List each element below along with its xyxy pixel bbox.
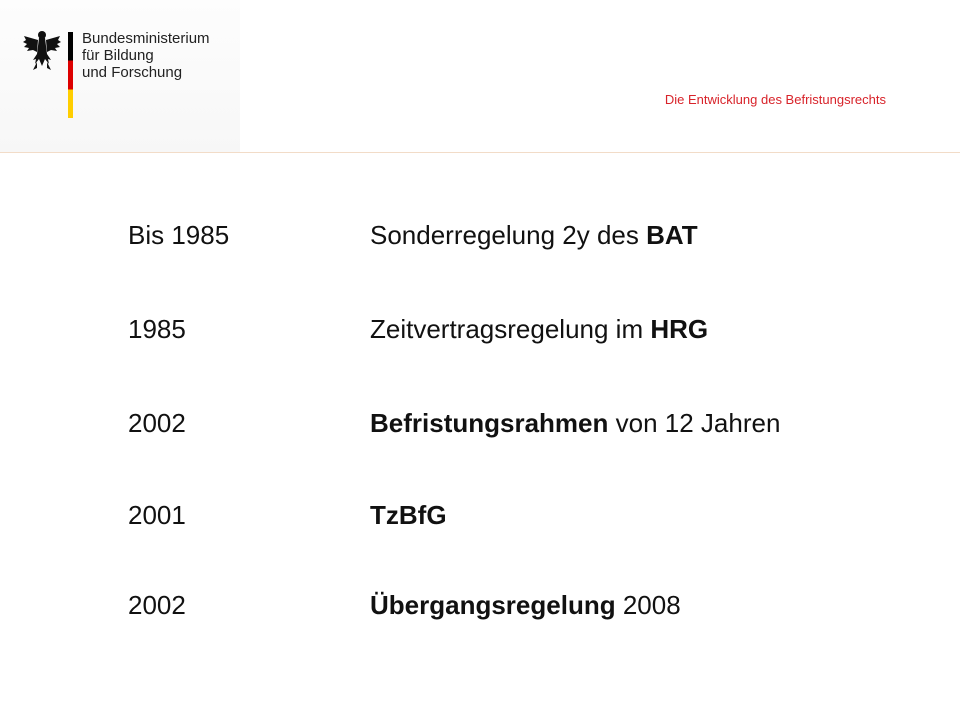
timeline-row bbox=[128, 220, 908, 260]
ministry-line-1: Bundesministerium bbox=[82, 30, 210, 47]
timeline-row bbox=[128, 314, 908, 354]
ministry-line-3: und Forschung bbox=[82, 64, 183, 81]
timeline-row bbox=[128, 590, 908, 630]
federal-eagle-icon bbox=[22, 28, 62, 72]
timeline-description bbox=[370, 220, 698, 251]
timeline-row bbox=[128, 500, 908, 540]
timeline-description bbox=[370, 500, 447, 531]
timeline-year: Bis 1985 bbox=[128, 220, 230, 250]
description-bold: HRG bbox=[650, 314, 709, 344]
description-text: Sonderregelung 2y des bbox=[370, 220, 647, 250]
description-bold: TzBfG bbox=[370, 500, 447, 530]
timeline-year: 1985 bbox=[128, 314, 186, 344]
ministry-logo bbox=[0, 0, 240, 152]
description-bold: Übergangsregelung bbox=[370, 590, 616, 620]
description-bold: BAT bbox=[646, 220, 698, 250]
ministry-name bbox=[82, 30, 210, 81]
description-text: Zeitvertragsregelung im bbox=[370, 314, 651, 344]
timeline-description bbox=[370, 408, 780, 439]
timeline-year: 2002 bbox=[128, 590, 186, 620]
timeline-description bbox=[370, 590, 681, 621]
timeline-year: 2002 bbox=[128, 408, 186, 438]
timeline-year: 2001 bbox=[128, 500, 186, 530]
description-tail: von 12 Jahren bbox=[608, 408, 781, 438]
ministry-line-2: für Bildung bbox=[82, 47, 154, 64]
description-tail: 2008 bbox=[615, 590, 681, 620]
timeline-row bbox=[128, 408, 908, 448]
flag-stripe bbox=[68, 32, 73, 118]
slide-header bbox=[0, 0, 960, 153]
timeline-description bbox=[370, 314, 708, 345]
slide-title: Die Entwicklung des Befristungsrechts bbox=[664, 92, 886, 107]
description-bold: Befristungsrahmen bbox=[370, 408, 609, 438]
